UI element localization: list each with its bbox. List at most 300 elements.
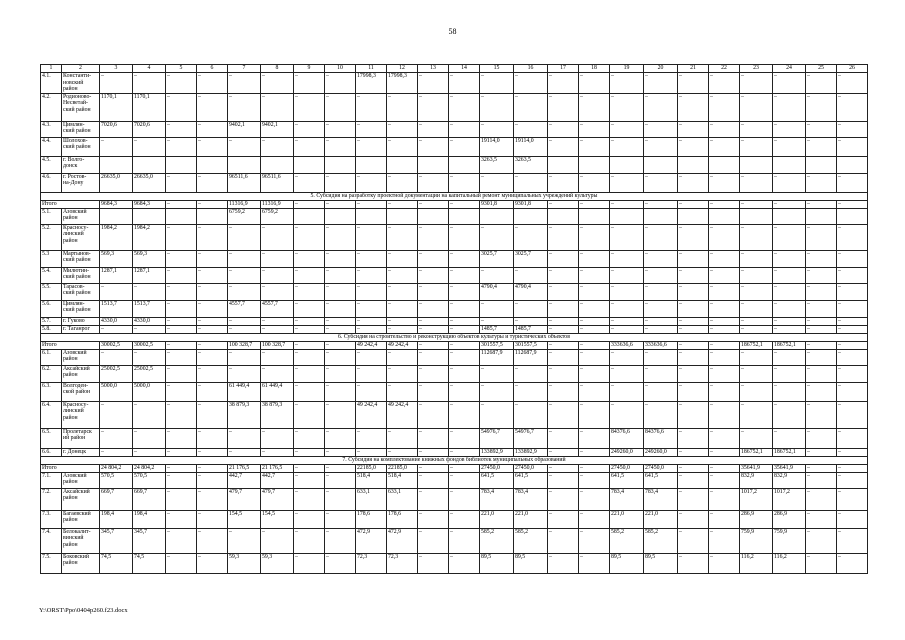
section-heading: 7. Субсидия на комплектование книжных фондов библиотек муниципальных образований	[41, 456, 868, 464]
value-cell: –	[709, 448, 740, 456]
value-cell: –	[100, 73, 133, 94]
value-cell	[610, 156, 644, 173]
value-cell: –	[773, 300, 806, 317]
header-cell: 12	[387, 65, 418, 73]
table-row	[41, 156, 868, 173]
row-name: Белокалит- винский район	[62, 528, 100, 553]
value-cell: –	[356, 448, 387, 456]
value-cell: –	[709, 428, 740, 448]
value-cell: –	[740, 137, 773, 156]
value-cell: –	[166, 341, 197, 349]
value-cell: –	[356, 267, 387, 283]
value-cell: –	[325, 464, 356, 472]
value-cell: –	[325, 173, 356, 192]
value-cell: –	[387, 137, 418, 156]
value-cell: 1485,7	[514, 325, 548, 333]
header-cell: 21	[678, 65, 709, 73]
value-cell: 19114,0	[514, 137, 548, 156]
value-cell: –	[837, 137, 868, 156]
value-cell: 100 328,7	[228, 341, 261, 349]
value-cell: 26635,0	[133, 173, 166, 192]
value-cell	[644, 208, 678, 224]
value-cell: –	[356, 300, 387, 317]
value-cell: –	[228, 317, 261, 325]
value-cell: –	[579, 365, 610, 382]
value-cell: –	[806, 382, 837, 401]
value-cell: –	[294, 464, 325, 472]
value-cell	[166, 156, 197, 173]
value-cell: –	[678, 73, 709, 94]
value-cell: 479,7	[261, 488, 294, 510]
value-cell: 3263,5	[514, 156, 548, 173]
value-cell: 783,4	[644, 488, 678, 510]
value-cell: 783,4	[610, 488, 644, 510]
value-cell: –	[548, 93, 579, 121]
row-name: Милютин- ский район	[62, 267, 100, 283]
value-cell: 24 804,2	[100, 464, 133, 472]
value-cell: –	[449, 365, 480, 382]
value-cell: 569,3	[100, 250, 133, 267]
value-cell: –	[514, 73, 548, 94]
value-cell: –	[579, 341, 610, 349]
value-cell: –	[837, 93, 868, 121]
value-cell: –	[610, 349, 644, 365]
value-cell	[387, 156, 418, 173]
value-cell	[294, 156, 325, 173]
value-cell: 286,9	[740, 510, 773, 528]
row-number: 5.8.	[41, 325, 62, 333]
value-cell: –	[197, 300, 228, 317]
row-name: Красносу- линский район	[62, 401, 100, 428]
row-number: 4.5.	[41, 156, 62, 173]
value-cell: –	[579, 137, 610, 156]
value-cell: 72,3	[387, 553, 418, 573]
value-cell: –	[418, 365, 449, 382]
value-cell: –	[294, 93, 325, 121]
value-cell: 1287,1	[133, 267, 166, 283]
value-cell: –	[197, 448, 228, 456]
value-cell: –	[197, 510, 228, 528]
header-cell: 20	[644, 65, 678, 73]
row-number: 7.1.	[41, 472, 62, 488]
value-cell: –	[837, 428, 868, 448]
value-cell: –	[356, 428, 387, 448]
value-cell	[294, 208, 325, 224]
value-cell: 112687,9	[514, 349, 548, 365]
value-cell: –	[356, 317, 387, 325]
value-cell: 133892,9	[480, 448, 514, 456]
value-cell: –	[166, 448, 197, 456]
total-label: Итого	[41, 464, 100, 472]
value-cell: –	[197, 173, 228, 192]
value-cell: –	[449, 173, 480, 192]
value-cell: –	[133, 401, 166, 428]
value-cell: –	[548, 488, 579, 510]
value-cell: –	[133, 73, 166, 94]
value-cell: –	[449, 283, 480, 300]
value-cell: 669,7	[100, 488, 133, 510]
value-cell: 25002,5	[133, 365, 166, 382]
value-cell: –	[806, 349, 837, 365]
value-cell: –	[837, 349, 868, 365]
value-cell: –	[773, 200, 806, 208]
value-cell: –	[228, 267, 261, 283]
row-name: Цимлян- ский район	[62, 121, 100, 137]
row-name: г. Волго- донск	[62, 156, 100, 173]
value-cell: –	[166, 300, 197, 317]
value-cell	[644, 156, 678, 173]
value-cell: 333636,6	[610, 341, 644, 349]
value-cell: 27450,0	[514, 464, 548, 472]
value-cell: –	[449, 382, 480, 401]
value-cell: –	[773, 73, 806, 94]
value-cell: 27450,0	[644, 464, 678, 472]
row-name: г. Ростов- на-Дону	[62, 173, 100, 192]
value-cell: –	[678, 510, 709, 528]
value-cell: –	[133, 283, 166, 300]
value-cell: –	[261, 93, 294, 121]
value-cell: –	[740, 73, 773, 94]
value-cell: –	[294, 365, 325, 382]
table-row	[41, 283, 868, 300]
value-cell: 21 176,5	[261, 464, 294, 472]
table-row	[41, 448, 868, 456]
row-name: Тарасов- ский район	[62, 283, 100, 300]
value-cell: –	[261, 528, 294, 553]
value-cell: –	[197, 283, 228, 300]
value-cell: –	[261, 137, 294, 156]
value-cell: –	[356, 250, 387, 267]
value-cell: –	[228, 137, 261, 156]
value-cell: –	[678, 300, 709, 317]
value-cell: –	[806, 401, 837, 428]
value-cell: –	[579, 121, 610, 137]
value-cell: –	[514, 121, 548, 137]
row-name: Константи- новский район	[62, 73, 100, 94]
value-cell: –	[548, 325, 579, 333]
value-cell: 35641,9	[740, 464, 773, 472]
value-cell: 96511,6	[261, 173, 294, 192]
value-cell	[166, 208, 197, 224]
value-cell: –	[197, 224, 228, 250]
value-cell: –	[514, 317, 548, 325]
value-cell: –	[806, 200, 837, 208]
value-cell: –	[548, 349, 579, 365]
value-cell: –	[325, 528, 356, 553]
value-cell: –	[610, 317, 644, 325]
value-cell: –	[773, 401, 806, 428]
data-table	[40, 64, 868, 574]
header-cell: 3	[100, 65, 133, 73]
value-cell: 7020,6	[100, 121, 133, 137]
value-cell: 832,9	[773, 472, 806, 488]
value-cell: –	[228, 365, 261, 382]
row-number: 7.3.	[41, 510, 62, 528]
value-cell: –	[294, 428, 325, 448]
value-cell: 221,0	[514, 510, 548, 528]
value-cell: –	[678, 488, 709, 510]
value-cell: –	[514, 173, 548, 192]
value-cell: –	[678, 341, 709, 349]
value-cell: 61 449,4	[261, 382, 294, 401]
value-cell	[514, 208, 548, 224]
value-cell: 74,5	[133, 553, 166, 573]
value-cell: –	[678, 472, 709, 488]
value-cell: –	[548, 401, 579, 428]
value-cell: –	[418, 448, 449, 456]
value-cell: –	[387, 200, 418, 208]
value-cell: –	[100, 401, 133, 428]
value-cell: –	[197, 382, 228, 401]
value-cell: –	[418, 283, 449, 300]
value-cell: –	[449, 93, 480, 121]
value-cell: –	[773, 93, 806, 121]
row-number: 6.3.	[41, 382, 62, 401]
value-cell: –	[644, 137, 678, 156]
value-cell: –	[480, 224, 514, 250]
value-cell: –	[548, 317, 579, 325]
value-cell	[133, 208, 166, 224]
value-cell: –	[294, 488, 325, 510]
value-cell: –	[644, 283, 678, 300]
value-cell: –	[837, 283, 868, 300]
value-cell: 345,7	[133, 528, 166, 553]
value-cell	[197, 156, 228, 173]
value-cell: –	[837, 448, 868, 456]
value-cell: –	[837, 488, 868, 510]
value-cell: –	[387, 267, 418, 283]
value-cell: –	[678, 317, 709, 325]
value-cell: –	[294, 510, 325, 528]
value-cell: –	[387, 224, 418, 250]
value-cell: –	[644, 173, 678, 192]
value-cell	[480, 208, 514, 224]
value-cell: –	[740, 267, 773, 283]
value-cell: –	[773, 267, 806, 283]
value-cell: 154,5	[228, 510, 261, 528]
row-number: 7.5.	[41, 553, 62, 573]
value-cell: –	[166, 267, 197, 283]
value-cell: –	[449, 464, 480, 472]
value-cell: –	[610, 137, 644, 156]
value-cell: –	[644, 267, 678, 283]
value-cell: –	[773, 224, 806, 250]
value-cell: 178,6	[356, 510, 387, 528]
value-cell: –	[100, 137, 133, 156]
value-cell: –	[418, 93, 449, 121]
value-cell: –	[133, 349, 166, 365]
row-number: 5.4.	[41, 267, 62, 283]
value-cell: –	[514, 93, 548, 121]
value-cell: –	[740, 200, 773, 208]
value-cell: –	[548, 464, 579, 472]
value-cell	[325, 208, 356, 224]
value-cell	[197, 208, 228, 224]
value-cell: –	[197, 401, 228, 428]
value-cell: –	[387, 300, 418, 317]
value-cell: –	[166, 250, 197, 267]
value-cell: 669,7	[133, 488, 166, 510]
row-name: Цимлян- ский район	[62, 300, 100, 317]
value-cell: –	[579, 448, 610, 456]
value-cell: –	[514, 365, 548, 382]
value-cell: –	[166, 173, 197, 192]
value-cell: –	[387, 121, 418, 137]
value-cell: 759,9	[773, 528, 806, 553]
value-cell: 22185,0	[356, 464, 387, 472]
value-cell: –	[418, 325, 449, 333]
value-cell: –	[100, 349, 133, 365]
value-cell	[806, 208, 837, 224]
value-cell: –	[166, 317, 197, 325]
value-cell: 1513,7	[133, 300, 166, 317]
value-cell: –	[166, 401, 197, 428]
value-cell: –	[325, 401, 356, 428]
value-cell: 7020,6	[133, 121, 166, 137]
value-cell: –	[610, 121, 644, 137]
value-cell: 1017,2	[773, 488, 806, 510]
value-cell: –	[644, 382, 678, 401]
value-cell: –	[837, 472, 868, 488]
value-cell: 186752,1	[773, 448, 806, 456]
value-cell: –	[678, 121, 709, 137]
value-cell: –	[678, 528, 709, 553]
value-cell: –	[740, 382, 773, 401]
table-row	[41, 317, 868, 325]
value-cell: –	[709, 365, 740, 382]
value-cell: –	[166, 553, 197, 573]
value-cell: –	[261, 349, 294, 365]
value-cell: 54976,7	[480, 428, 514, 448]
value-cell: –	[197, 464, 228, 472]
value-cell: –	[709, 300, 740, 317]
value-cell: –	[709, 173, 740, 192]
value-cell: –	[548, 173, 579, 192]
value-cell: 84376,6	[610, 428, 644, 448]
header-cell: 16	[514, 65, 548, 73]
row-name: Багаевский район	[62, 510, 100, 528]
value-cell: –	[197, 250, 228, 267]
value-cell: –	[100, 283, 133, 300]
row-name: Пролетарск ий район	[62, 428, 100, 448]
value-cell: –	[678, 267, 709, 283]
value-cell: –	[449, 488, 480, 510]
value-cell: 641,5	[610, 472, 644, 488]
value-cell: –	[387, 317, 418, 325]
value-cell: –	[449, 325, 480, 333]
value-cell: –	[740, 300, 773, 317]
value-cell: –	[325, 553, 356, 573]
value-cell: –	[806, 472, 837, 488]
value-cell: –	[709, 200, 740, 208]
value-cell: 585,2	[514, 528, 548, 553]
row-number: 5.2.	[41, 224, 62, 250]
value-cell: –	[678, 365, 709, 382]
value-cell: –	[325, 448, 356, 456]
value-cell: –	[449, 341, 480, 349]
value-cell: –	[166, 510, 197, 528]
value-cell: –	[773, 317, 806, 325]
total-label: Итого	[41, 200, 100, 208]
value-cell: –	[548, 553, 579, 573]
value-cell: 9684,3	[133, 200, 166, 208]
value-cell: –	[548, 267, 579, 283]
value-cell: 35641,9	[773, 464, 806, 472]
value-cell: –	[261, 283, 294, 300]
value-cell	[548, 156, 579, 173]
value-cell: –	[806, 173, 837, 192]
value-cell: –	[548, 250, 579, 267]
value-cell: –	[166, 488, 197, 510]
value-cell: –	[294, 250, 325, 267]
value-cell: –	[579, 224, 610, 250]
value-cell: –	[294, 349, 325, 365]
value-cell: –	[387, 325, 418, 333]
value-cell	[356, 156, 387, 173]
value-cell: 5000,0	[133, 382, 166, 401]
value-cell: –	[356, 224, 387, 250]
value-cell: –	[356, 365, 387, 382]
value-cell: –	[773, 428, 806, 448]
value-cell: –	[228, 93, 261, 121]
row-number: 6.4.	[41, 401, 62, 428]
value-cell: 49 242,4	[387, 341, 418, 349]
value-cell: –	[228, 73, 261, 94]
value-cell: –	[418, 401, 449, 428]
value-cell: –	[356, 173, 387, 192]
value-cell: –	[356, 121, 387, 137]
value-cell: –	[548, 137, 579, 156]
value-cell: –	[837, 121, 868, 137]
value-cell: 472,9	[356, 528, 387, 553]
value-cell: –	[644, 325, 678, 333]
value-cell: –	[740, 250, 773, 267]
value-cell: –	[837, 510, 868, 528]
value-cell: –	[228, 428, 261, 448]
value-cell: 27450,0	[610, 464, 644, 472]
value-cell: –	[579, 488, 610, 510]
value-cell: –	[610, 382, 644, 401]
value-cell: 1984,2	[100, 224, 133, 250]
value-cell: –	[773, 121, 806, 137]
value-cell: –	[514, 401, 548, 428]
value-cell	[548, 208, 579, 224]
table-row	[41, 73, 868, 94]
value-cell: –	[100, 325, 133, 333]
value-cell: –	[740, 283, 773, 300]
value-cell: 832,9	[740, 472, 773, 488]
value-cell	[837, 156, 868, 173]
header-cell: 5	[166, 65, 197, 73]
value-cell: –	[228, 283, 261, 300]
value-cell: –	[449, 250, 480, 267]
value-cell: –	[166, 73, 197, 94]
value-cell: –	[837, 250, 868, 267]
value-cell	[837, 208, 868, 224]
value-cell: –	[325, 224, 356, 250]
value-cell: 345,7	[100, 528, 133, 553]
value-cell: –	[166, 93, 197, 121]
value-cell: –	[678, 448, 709, 456]
value-cell: 1513,7	[100, 300, 133, 317]
table-row	[41, 267, 868, 283]
value-cell: –	[548, 283, 579, 300]
value-cell: 38 879,3	[261, 401, 294, 428]
value-cell	[773, 208, 806, 224]
value-cell: –	[837, 553, 868, 573]
value-cell: –	[740, 365, 773, 382]
row-number: 6.5.	[41, 428, 62, 448]
